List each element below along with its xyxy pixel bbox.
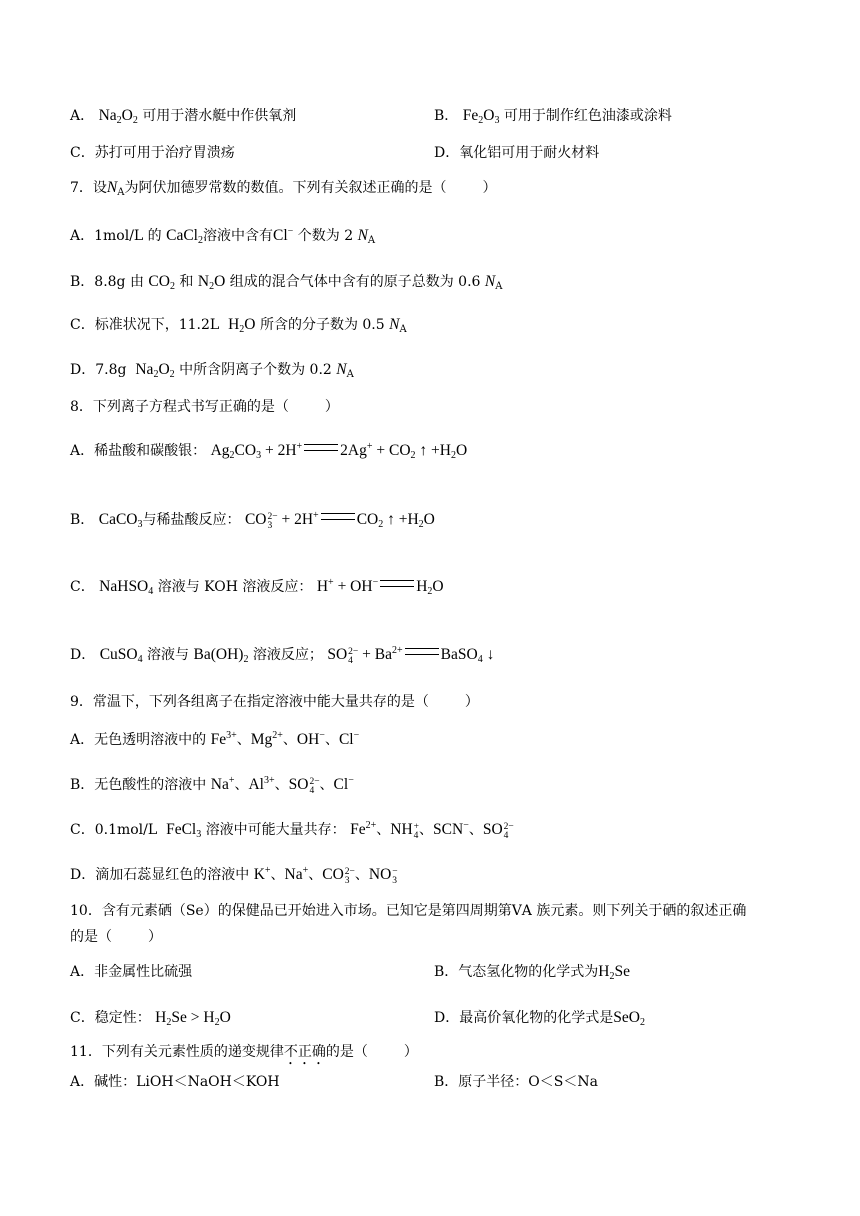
equals-sign [405,648,439,655]
q8-option-c: C． NaHSO$_4$ 溶液与 KOH 溶液反应： H+ + OH− $H_2O$ [70,577,444,597]
q10-option-a: A．非金属性比硫强 [70,964,193,980]
q6-option-b: B． $Fe_2O_3$ 可用于制作红色油漆或涂料 [434,107,672,126]
q9-option-a: A．无色透明溶液中的 $Fe^{3+}$、$Mg^{2+}$、OH−、Cl− [70,730,360,748]
q8-option-a: A．稀盐酸和碳酸银： $Ag_2CO_3 + 2H^+$ $2Ag^+ + CO_2$ ↑ $+H_2O$ [70,441,468,461]
q10-stem-line2: 的是（ ） [70,929,162,945]
q10-option-b: B．气态氢化物的化学式为$H_2Se$ [434,963,630,982]
q6-option-d: D．氧化铝可用于耐火材料 [434,145,600,161]
q9-option-b: B．无色酸性的溶液中 Na+、$Al^{3+}$、SO 2− 4 、Cl− [70,775,354,796]
q9-stem: 9．常温下，下列各组离子在指定溶液中能大量共存的是（ ） [70,694,479,710]
formula-na2o2: $Na_2O_2$ [98,107,138,126]
q9-option-c: C．0.1mol/L FeCl$_3$ 溶液中可能大量共存： $Fe^{2+}$、NH + 4 、SCN−、SO 2− 4 [70,820,514,841]
q6-option-a: A． $Na_2O_2$ 可用于潜水艇中作供氧剂 [70,107,297,126]
q11-option-b: B．原子半径：O＜S＜Na [434,1074,598,1090]
q7-stem: 7．设$N_A$为阿伏加德罗常数的数值。下列有关叙述正确的是（ ） [70,179,497,198]
q11-option-a: A．碱性：LiOH＜NaOH＜KOH [70,1074,280,1090]
equals-sign [304,444,338,451]
q6-option-c: C．苏打可用于治疗胃溃疡 [70,145,235,161]
q11-stem: 11．下列有关元素性质的递变规律不正确的是（ ） [70,1044,418,1060]
q10-option-c: C．稳定性： $H_2Se > H_2O$ [70,1009,231,1028]
q9-option-d: D．滴加石蕊显红色的溶液中 K+、Na+、CO 2− 3 、NO − 3 [70,865,398,886]
q8-option-b: B． CaCO$_3$与稀盐酸反应： CO 2− 3 + 2H+ $CO_2$ ↑ $+H_2O$ [70,510,435,531]
q7-option-d: D．7.8g $Na_2O_2$ 中所含阴离子个数为 0.2 $N_A$ [70,361,354,380]
q10-stem-line1: 10．含有元素硒（Se）的保健品已开始进入市场。已知它是第四周期第ⅤA 族元素。则下列关于硒的叙述正确 [70,903,747,919]
q7-option-a: A．1mol/L 的 CaCl$_2$溶液中含有Cl− 个数为 2 $N_A$ [70,226,376,246]
q7-option-b: B．8.8g 由 $CO_2$ 和 $N_2O$ 组成的混合气体中含有的原子总数为 0.6 $N_A$ [70,273,503,292]
q10-option-d: D．最高价氧化物的化学式是SeO$_2$ [434,1009,645,1028]
equals-sign [321,513,355,520]
q7-option-c: C．标准状况下，11.2L $H_2O$ 所含的分子数为 0.5 $N_A$ [70,316,407,335]
q8-option-d: D． CuSO$_4$ 溶液与 $Ba(OH)_2$ 溶液反应； SO 2− 4 + $Ba^{2+}$ BaSO$_4$ ↓ [70,645,495,666]
q8-stem: 8．下列离子方程式书写正确的是（ ） [70,399,339,415]
formula-fe2o3: $Fe_2O_3$ [462,107,500,126]
equals-sign [380,580,414,587]
emphasis-not-correct: 不正确 [283,1044,326,1060]
